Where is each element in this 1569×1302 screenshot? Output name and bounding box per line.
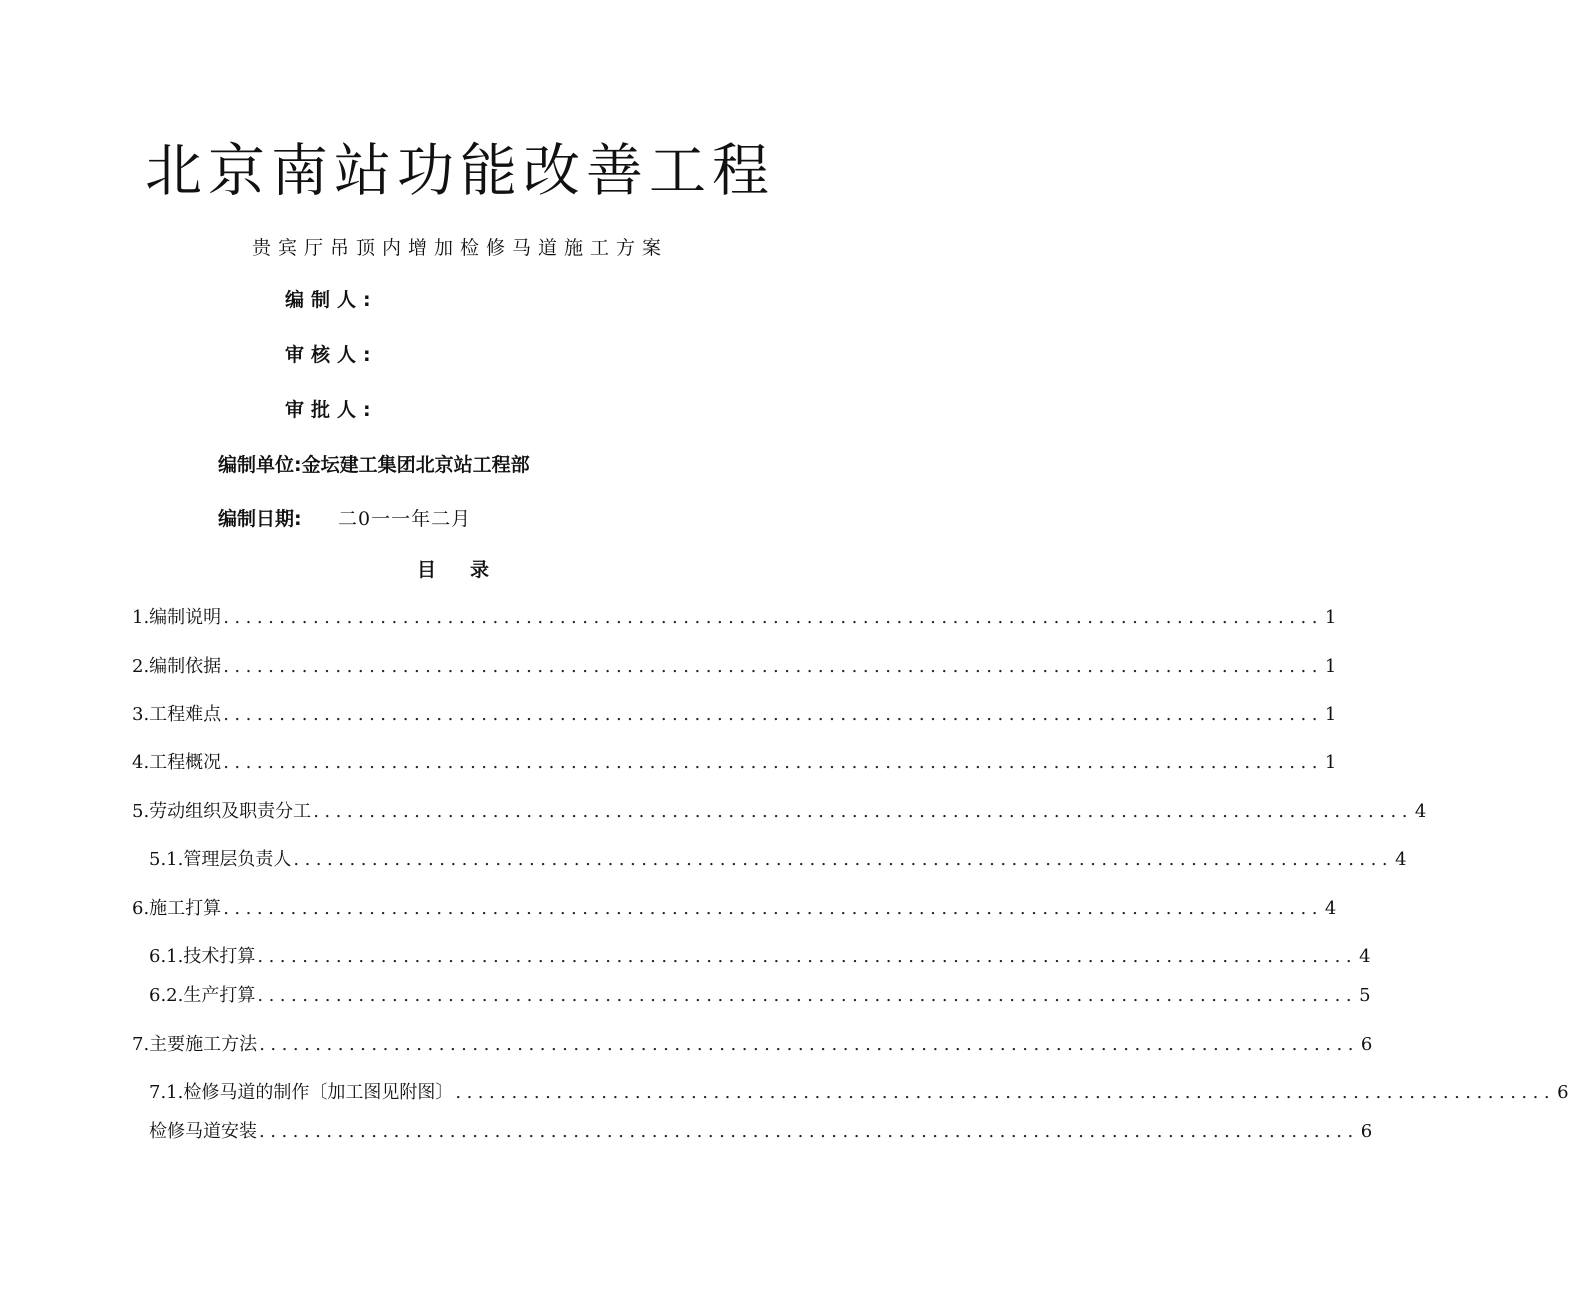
toc-entry-title: 5.1.管理层负责人 bbox=[149, 849, 292, 870]
toc-entry-title: 2.编制依据 bbox=[132, 656, 222, 677]
toc-entry-title: 3.工程难点 bbox=[132, 704, 222, 725]
toc-leader-dots: .................................................................................................. bbox=[223, 752, 1323, 773]
toc-entry-title: 1.编制说明 bbox=[132, 607, 222, 628]
toc-entry-page: 4 bbox=[1359, 946, 1371, 967]
toc-entry[interactable] bbox=[149, 1120, 1373, 1144]
toc-entry[interactable] bbox=[149, 1081, 1569, 1105]
document-subtitle: 贵宾厅吊顶内增加检修马道施工方案 bbox=[251, 237, 668, 259]
toc-entry-page: 4 bbox=[1324, 898, 1337, 919]
toc-entry-page: 1 bbox=[1324, 752, 1337, 773]
compiling-unit-value: 金坛建工集团北京站工程部 bbox=[301, 454, 530, 476]
document-title: 北京南站功能改善工程 bbox=[145, 138, 775, 204]
toc-entry[interactable] bbox=[149, 848, 1407, 872]
toc-leader-dots: .................................................................................................. bbox=[223, 898, 1323, 919]
toc-entry-title: 7.主要施工方法 bbox=[132, 1034, 258, 1055]
toc-heading: 目录 bbox=[416, 559, 523, 581]
toc-entry-page: 5 bbox=[1359, 985, 1371, 1006]
toc-entry-title: 7.1.检修马道的制作〔加工图见附图〕 bbox=[149, 1082, 454, 1103]
toc-leader-dots: .................................................................................................. bbox=[223, 704, 1323, 725]
toc-entry-page: 6 bbox=[1557, 1082, 1569, 1103]
toc-entry-page: 1 bbox=[1324, 704, 1337, 725]
toc-entry-page: 6 bbox=[1360, 1121, 1373, 1142]
reviewer-label: 审核人: bbox=[285, 344, 378, 366]
toc-entry-title: 6.1.技术打算 bbox=[149, 946, 256, 967]
toc-leader-dots: .................................................................................................. bbox=[293, 849, 1394, 870]
compiling-date-value: 二0一一年二月 bbox=[338, 508, 472, 530]
toc-leader-dots: .................................................................................................. bbox=[259, 1121, 1359, 1142]
toc-entry[interactable] bbox=[132, 897, 1337, 921]
toc-entry[interactable] bbox=[132, 1033, 1373, 1057]
toc-entry-page: 1 bbox=[1324, 607, 1337, 628]
toc-entry[interactable] bbox=[132, 655, 1337, 679]
compiling-unit-label: 编制单位: bbox=[218, 454, 302, 476]
toc-entry-page: 4 bbox=[1414, 801, 1427, 822]
compiling-date bbox=[218, 504, 302, 531]
toc-entry-title: 6.2.生产打算 bbox=[149, 985, 256, 1006]
toc-entry-page: 1 bbox=[1324, 656, 1337, 677]
compiler-label: 编制人: bbox=[285, 289, 378, 311]
toc-entry-title: 5.劳动组织及职责分工 bbox=[132, 801, 312, 822]
toc-entry-title: 6.施工打算 bbox=[132, 898, 222, 919]
toc-leader-dots: .................................................................................................. bbox=[257, 985, 1358, 1006]
toc-entry-title: 4.工程概况 bbox=[132, 752, 222, 773]
toc-leader-dots: .................................................................................................. bbox=[223, 607, 1323, 628]
toc-entry-page: 4 bbox=[1395, 849, 1407, 870]
approver-label: 审批人: bbox=[285, 399, 378, 421]
toc-entry[interactable] bbox=[149, 984, 1371, 1008]
toc-entry-title: 检修马道安装 bbox=[149, 1121, 257, 1142]
toc-leader-dots: .................................................................................................. bbox=[259, 1034, 1359, 1055]
toc-entry[interactable] bbox=[132, 703, 1337, 727]
compiling-date-label: 编制日期: bbox=[218, 508, 302, 530]
toc-entry-page: 6 bbox=[1360, 1034, 1373, 1055]
toc-leader-dots: .................................................................................................. bbox=[257, 946, 1358, 967]
toc-entry[interactable] bbox=[132, 800, 1427, 824]
toc-leader-dots: .................................................................................................. bbox=[223, 656, 1323, 677]
toc-entry[interactable] bbox=[149, 945, 1371, 969]
toc-entry[interactable] bbox=[132, 751, 1337, 775]
toc-leader-dots: .................................................................................................. bbox=[313, 801, 1413, 822]
compiling-unit bbox=[218, 450, 530, 477]
toc-entry[interactable] bbox=[132, 606, 1337, 630]
toc-leader-dots: .................................................................................................. bbox=[455, 1082, 1556, 1103]
